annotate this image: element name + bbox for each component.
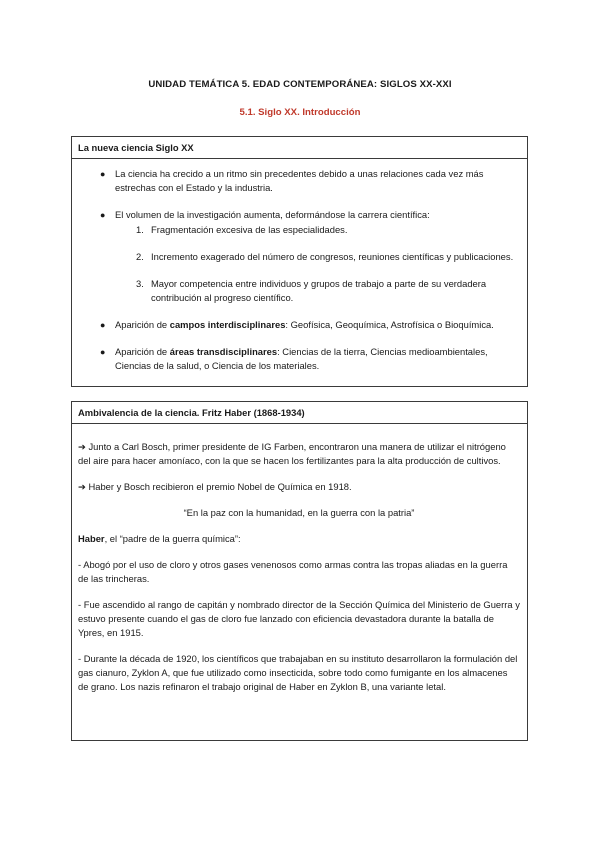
quote: “En la paz con la humanidad, en la guerra con la patria”	[183, 507, 415, 518]
bullet-item	[78, 345, 520, 373]
section-box-haber	[71, 401, 528, 741]
item-text: Mayor competencia entre individuos y grupos de trabajo a parte de su verdadera contribución al progreso científico.	[151, 278, 487, 303]
paragraph	[78, 480, 520, 494]
section-header-new-science: La nueva ciencia Siglo XX	[72, 137, 527, 159]
section-body-new-science	[72, 159, 527, 379]
bullet-item	[78, 318, 520, 332]
item-number: 1.	[136, 224, 144, 235]
bullet-icon: ●	[100, 169, 106, 179]
paragraph-text: , el “padre de la guerra química”:	[104, 533, 241, 544]
bullet-item	[78, 208, 520, 305]
bullet-icon: ●	[100, 320, 106, 330]
paragraph-text: Junto a Carl Bosch, primer presidente de IG Farben, encontraron una manera de utilizar el nitrógeno del aire para hacer amoníaco, con la que se hacen los fertilizantes para la alta producción de cultivos.	[78, 441, 506, 466]
section-box-new-science	[71, 136, 528, 387]
section-body-haber	[72, 424, 527, 700]
section-header-haber: Ambivalencia de la ciencia. Fritz Haber (1868-1934)	[72, 402, 527, 424]
bullet-text-prefix: Aparición de	[115, 346, 170, 357]
bullet-text: La ciencia ha crecido a un ritmo sin precedentes debido a unas relaciones cada vez más estrechas con el Estado y la industria.	[115, 168, 484, 193]
numbered-list	[115, 223, 520, 305]
bullet-item	[78, 167, 520, 195]
bullet-text-suffix: : Geofísica, Geoquímica, Astrofísica o Bioquímica.	[285, 319, 494, 330]
bullet-text-bold: áreas transdisciplinares	[169, 346, 278, 357]
paragraph: - Durante la década de 1920, los científicos que trabajaban en su instituto desarrollaron la formulación del gas cianuro, Zyklon A, que fue utilizado como insecticida, sobre todo como fumigante en los almacenes de grano. Los nazis refinaron el trabajo original de Haber en Zyklon B, una variante letal.	[78, 653, 518, 692]
numbered-item	[115, 277, 520, 305]
numbered-item	[115, 250, 520, 264]
paragraph-text: Haber y Bosch recibieron el premio Nobel de Química en 1918.	[85, 481, 352, 492]
paragraph	[78, 532, 520, 546]
item-text: Fragmentación excesiva de las especialidades.	[151, 224, 348, 235]
arrow-icon: ➔	[78, 481, 86, 492]
bullet-text-bold: campos interdisciplinares	[169, 319, 286, 330]
paragraph: - Fue ascendido al rango de capitán y nombrado director de la Sección Química del Ministerio de Guerra y estuvo presente cuando el gas de cloro fue lanzado con eficiencia devastadora durante la batalla de Ypres, en 1915.	[78, 599, 520, 638]
bullet-text-prefix: Aparición de	[115, 319, 170, 330]
bullet-icon: ●	[100, 347, 106, 357]
bullet-icon: ●	[100, 210, 106, 220]
item-text: Incremento exagerado del número de congresos, reuniones científicas y publicaciones.	[151, 251, 514, 262]
document-title: UNIDAD TEMÁTICA 5. EDAD CONTEMPORÁNEA: SIGLOS XX-XXI	[148, 79, 452, 90]
item-number: 2.	[136, 251, 144, 262]
paragraph	[78, 440, 520, 468]
numbered-item	[115, 223, 520, 237]
paragraph: - Abogó por el uso de cloro y otros gases venenosos como armas contra las tropas aliadas en la guerra de las trincheras.	[78, 559, 508, 584]
bullet-text: El volumen de la investigación aumenta, deformándose la carrera científica:	[115, 209, 430, 220]
bullet-list	[78, 167, 520, 373]
item-number: 3.	[136, 278, 144, 289]
haber-name: Haber	[78, 533, 105, 544]
bullet-text-suffix: : Ciencias de la tierra, Ciencias medioambientales, Ciencias de la salud, o Ciencia de los materiales.	[115, 346, 488, 371]
arrow-icon: ➔	[78, 441, 86, 452]
section-subtitle: 5.1. Siglo XX. Introducción	[239, 107, 361, 118]
